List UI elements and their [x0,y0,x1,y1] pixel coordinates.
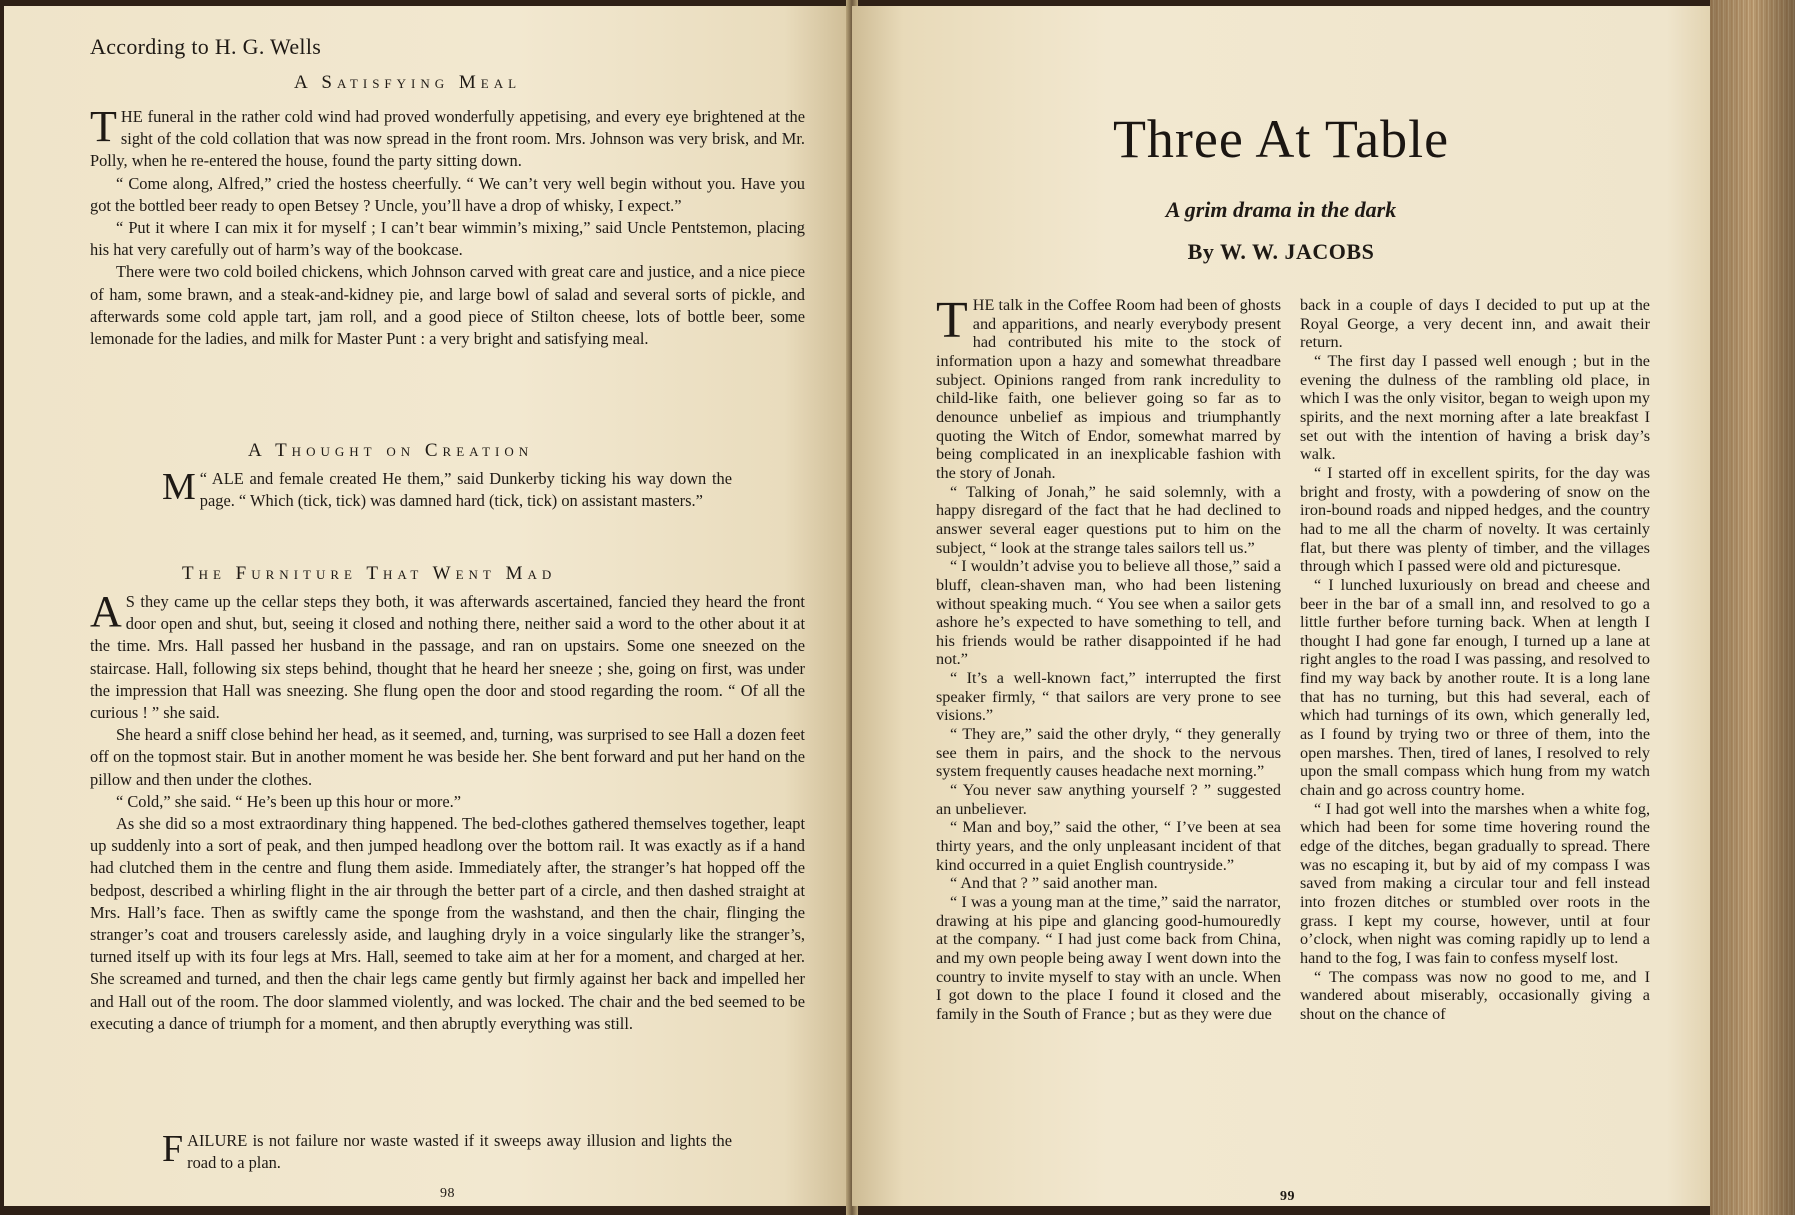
paragraph: She heard a sniff close behind her head, as it seemed, and, turning, was surprised to see Hall a dozen feet off on the topmost stair. But in another moment he was beside her. She bent forward and put her hand on the pillow and then under the clothes. [90,725,805,789]
dropcap: F [162,1128,184,1170]
column-2 [1300,296,1650,1024]
paragraph: “ I was a young man at the time,” said the narrator, drawing at his pipe and glancing good-humouredly at the company. “ I had just come back from China, and my own people being away I went down into the country to invite myself to stay with an uncle. When I got down to the place I found it closed and the family in the South of France ; but as they were due [936,893,1281,1023]
paragraph: A S they came up the cellar steps they both, it was afterwards ascertained, fancied they heard the front door open and shut, but, seeing it closed and nothing there, neither said a word to the other about it at the time. Mrs. Hall passed her husband in the passage, and ran on upstairs. Some one sneezed on the staircase. Hall, following six steps behind, thought that he heard her sneeze ; she, going on first, was under the impression that Hall was sneezing. She flung open the door and stood regarding the room. “ Of all the curious ! ” she said. [90,587,805,723]
section-satisfying-meal [90,102,805,350]
page-edges [1710,0,1795,1215]
paragraph: M “ ALE and female created He them,” said Dunkerby ticking his way down the page. “ Which (tick, tick) was damned hard (tick, tick) on assistant masters.” [162,466,732,511]
left-page [4,6,852,1206]
right-page [852,6,1710,1206]
paragraph: THE talk in the Coffee Room had been of ghosts and apparitions, and nearly everybody present had contributed his mite to the stock of information upon a hazy and somewhat threadbare subject. Opinions ranged from rank incredulity to child-like faith, one believer going so far as to denounce unbelief as impious and triumphantly quoting the Witch of Endor, somewhat marred by being complicated in an inexplicable fashion with the story of Jonah. [936,292,1281,482]
paragraph: “ And that ? ” said another man. [950,874,1158,893]
paragraph: “ I lunched luxuriously on bread and cheese and beer in the bar of a small inn, and resolved to go a little further before turning back. When at length I thought I had gone far enough, I turned up a lane at right angles to the road I was passing, and resolved to find my way back by another route. It is a long lane that has no turning, but this had several, each of which had turnings of its own, which generally led, as I found by trying two or three of them, into the open marshes. Then, tired of lanes, I resolved to rely upon the small compass which hung from my watch chain and go across country home. [1300,575,1650,800]
section-title-satisfying-meal: A Satisfying Meal [294,72,522,93]
paragraph: FAILURE is not failure nor waste wasted if it sweeps away illusion and lights the road to a plan. [162,1128,732,1173]
dropcap: T [90,102,117,151]
dropcap: A [90,587,122,636]
paragraph: “ They are,” said the other dryly, “ they generally see them in pairs, and the shock to the nervous system frequently causes headache next morning.” [936,725,1281,781]
paragraph: There were two cold boiled chickens, which Johnson carved with great care and justice, and a nice piece of ham, some brawn, and a steak-and-kidney pie, and large bowl of salad and several sorts of pickle, and afterwards some cold apple tart, jam roll, and a good piece of Stilton cheese, lots of bottle beer, some lemonade for the ladies, and milk for Master Punt : a very bright and satisfying meal. [90,262,805,349]
article-title: Three At Table [1112,109,1450,169]
paragraph: “ Put it where I can mix it for myself ; I can’t bear wimmin’s mixing,” said Uncle Pentstemon, placing his hat very carefully out of harm’s way of the bookcase. [90,218,805,260]
page-number: 99 [1280,1189,1295,1204]
column-1 [936,292,1282,1024]
section-thought-on-creation [162,468,732,512]
paragraph: “ The first day I passed well enough ; but in the evening the dulness of the rambling old place, in which I was the only visitor, began to weigh upon my spirits, and the next morning after a late breakfast I set out with the intention of having a brisk day’s walk. [1300,351,1650,464]
paragraph: back in a couple of days I decided to put up at the Royal George, a very decent inn, and await their return. [1300,296,1650,352]
paragraph: “ Talking of Jonah,” he said solemnly, with a happy disregard of the fact that he had declined to answer several eager questions put to him on the subject, “ look at the strange tales sailors tell us.” [936,482,1281,557]
section-title-thought-on-creation: A Thought on Creation [248,440,534,461]
article-subtitle: A grim drama in the dark [1165,197,1397,222]
section-failure-quote [162,1130,732,1174]
paragraph: “ You never saw anything yourself ? ” suggested an unbeliever. [936,781,1281,818]
section-title-furniture-went-mad: The Furniture That Went Mad [182,563,557,584]
page-number: 98 [440,1186,455,1201]
running-head: According to H. G. Wells [90,34,322,59]
paragraph: “ I had got well into the marshes when a white fog, which had been for some time hovering round the edge of the ditches, began gradually to spread. There was no escaping it, but by aid of my compass I was saved from making a circular tour and fell instead into frozen ditches or stumbled over roots in the grass. I kept my course, however, until at four o’clock, when night was coming rapidly up to lend a hand to the fog, I was fain to confess myself lost. [1300,799,1650,967]
byline: By W. W. JACOBS [1187,239,1375,264]
paragraph: “ Cold,” she said. “ He’s been up this hour or more.” [116,791,462,811]
paragraph: “ Come along, Alfred,” cried the hostess cheerfully. “ We can’t very well begin without you. Have you got the bottled beer ready to open Betsey ? Uncle, you’ll have a drop of whisky, I expect.” [90,173,805,215]
paragraph: “ Man and boy,” said the other, “ I’ve been at sea thirty years, and the only unpleasant incident of that kind occurred in a quiet English countryside.” [936,818,1281,874]
paragraph: THE funeral in the rather cold wind had proved wonderfully appetising, and every eye brightened at the sight of the cold collation that was now spread in the front room. Mrs. Johnson was very brisk, and Mr. Polly, when he re-entered the house, found the party sitting down. [90,102,805,171]
paragraph: As she did so a most extraordinary thing happened. The bed-clothes gathered themselves together, leapt up suddenly into a sort of peak, and then jumped headlong over the bottom rail. It was exactly as if a hand had clutched them in the centre and flung them aside. Immediately after, the stranger’s hat hopped off the bedpost, described a whirling flight in the air through the better part of a circle, and then dashed straight at Mrs. Hall’s face. Then as swiftly came the sponge from the washstand, and then the chair, flinging the stranger’s coat and trousers carelessly aside, and laughing dryly in a voice singularly like the stranger’s, turned itself up with its four legs at Mrs. Hall, seemed to take aim at her for a moment, and charged at her. She screamed and turned, and then the chair legs came gently but firmly against her back and impelled her and Hall out of the room. The door slammed violently, and was locked. The chair and the bed seemed to be executing a dance of triumph for a moment, and then abruptly everything was still. [90,814,805,1033]
paragraph: “ I started off in excellent spirits, for the day was bright and frosty, with a powdering of snow on the iron-bound roads and nipped hedges, and the country had to me all the charm of novelty. It was certainly flat, but there was plenty of timber, and the villages through which I passed were old and picturesque. [1300,463,1650,576]
paragraph: “ It’s a well-known fact,” interrupted the first speaker firmly, “ that sailors are very prone to see visions.” [936,669,1281,725]
paragraph: “ The compass was now no good to me, and I wandered about miserably, occasionally giving a shout on the chance of [1300,967,1650,1023]
dropcap: T [936,292,968,349]
section-furniture-went-mad [90,587,805,1035]
dropcap: M [162,466,196,508]
paragraph: “ I wouldn’t advise you to believe all those,” said a bluff, clean-shaven man, who had been listening without speaking much. “ You see when a sailor gets ashore he’s expected to have something to tell, and his friends would be rather disappointed if he had not.” [936,557,1282,669]
